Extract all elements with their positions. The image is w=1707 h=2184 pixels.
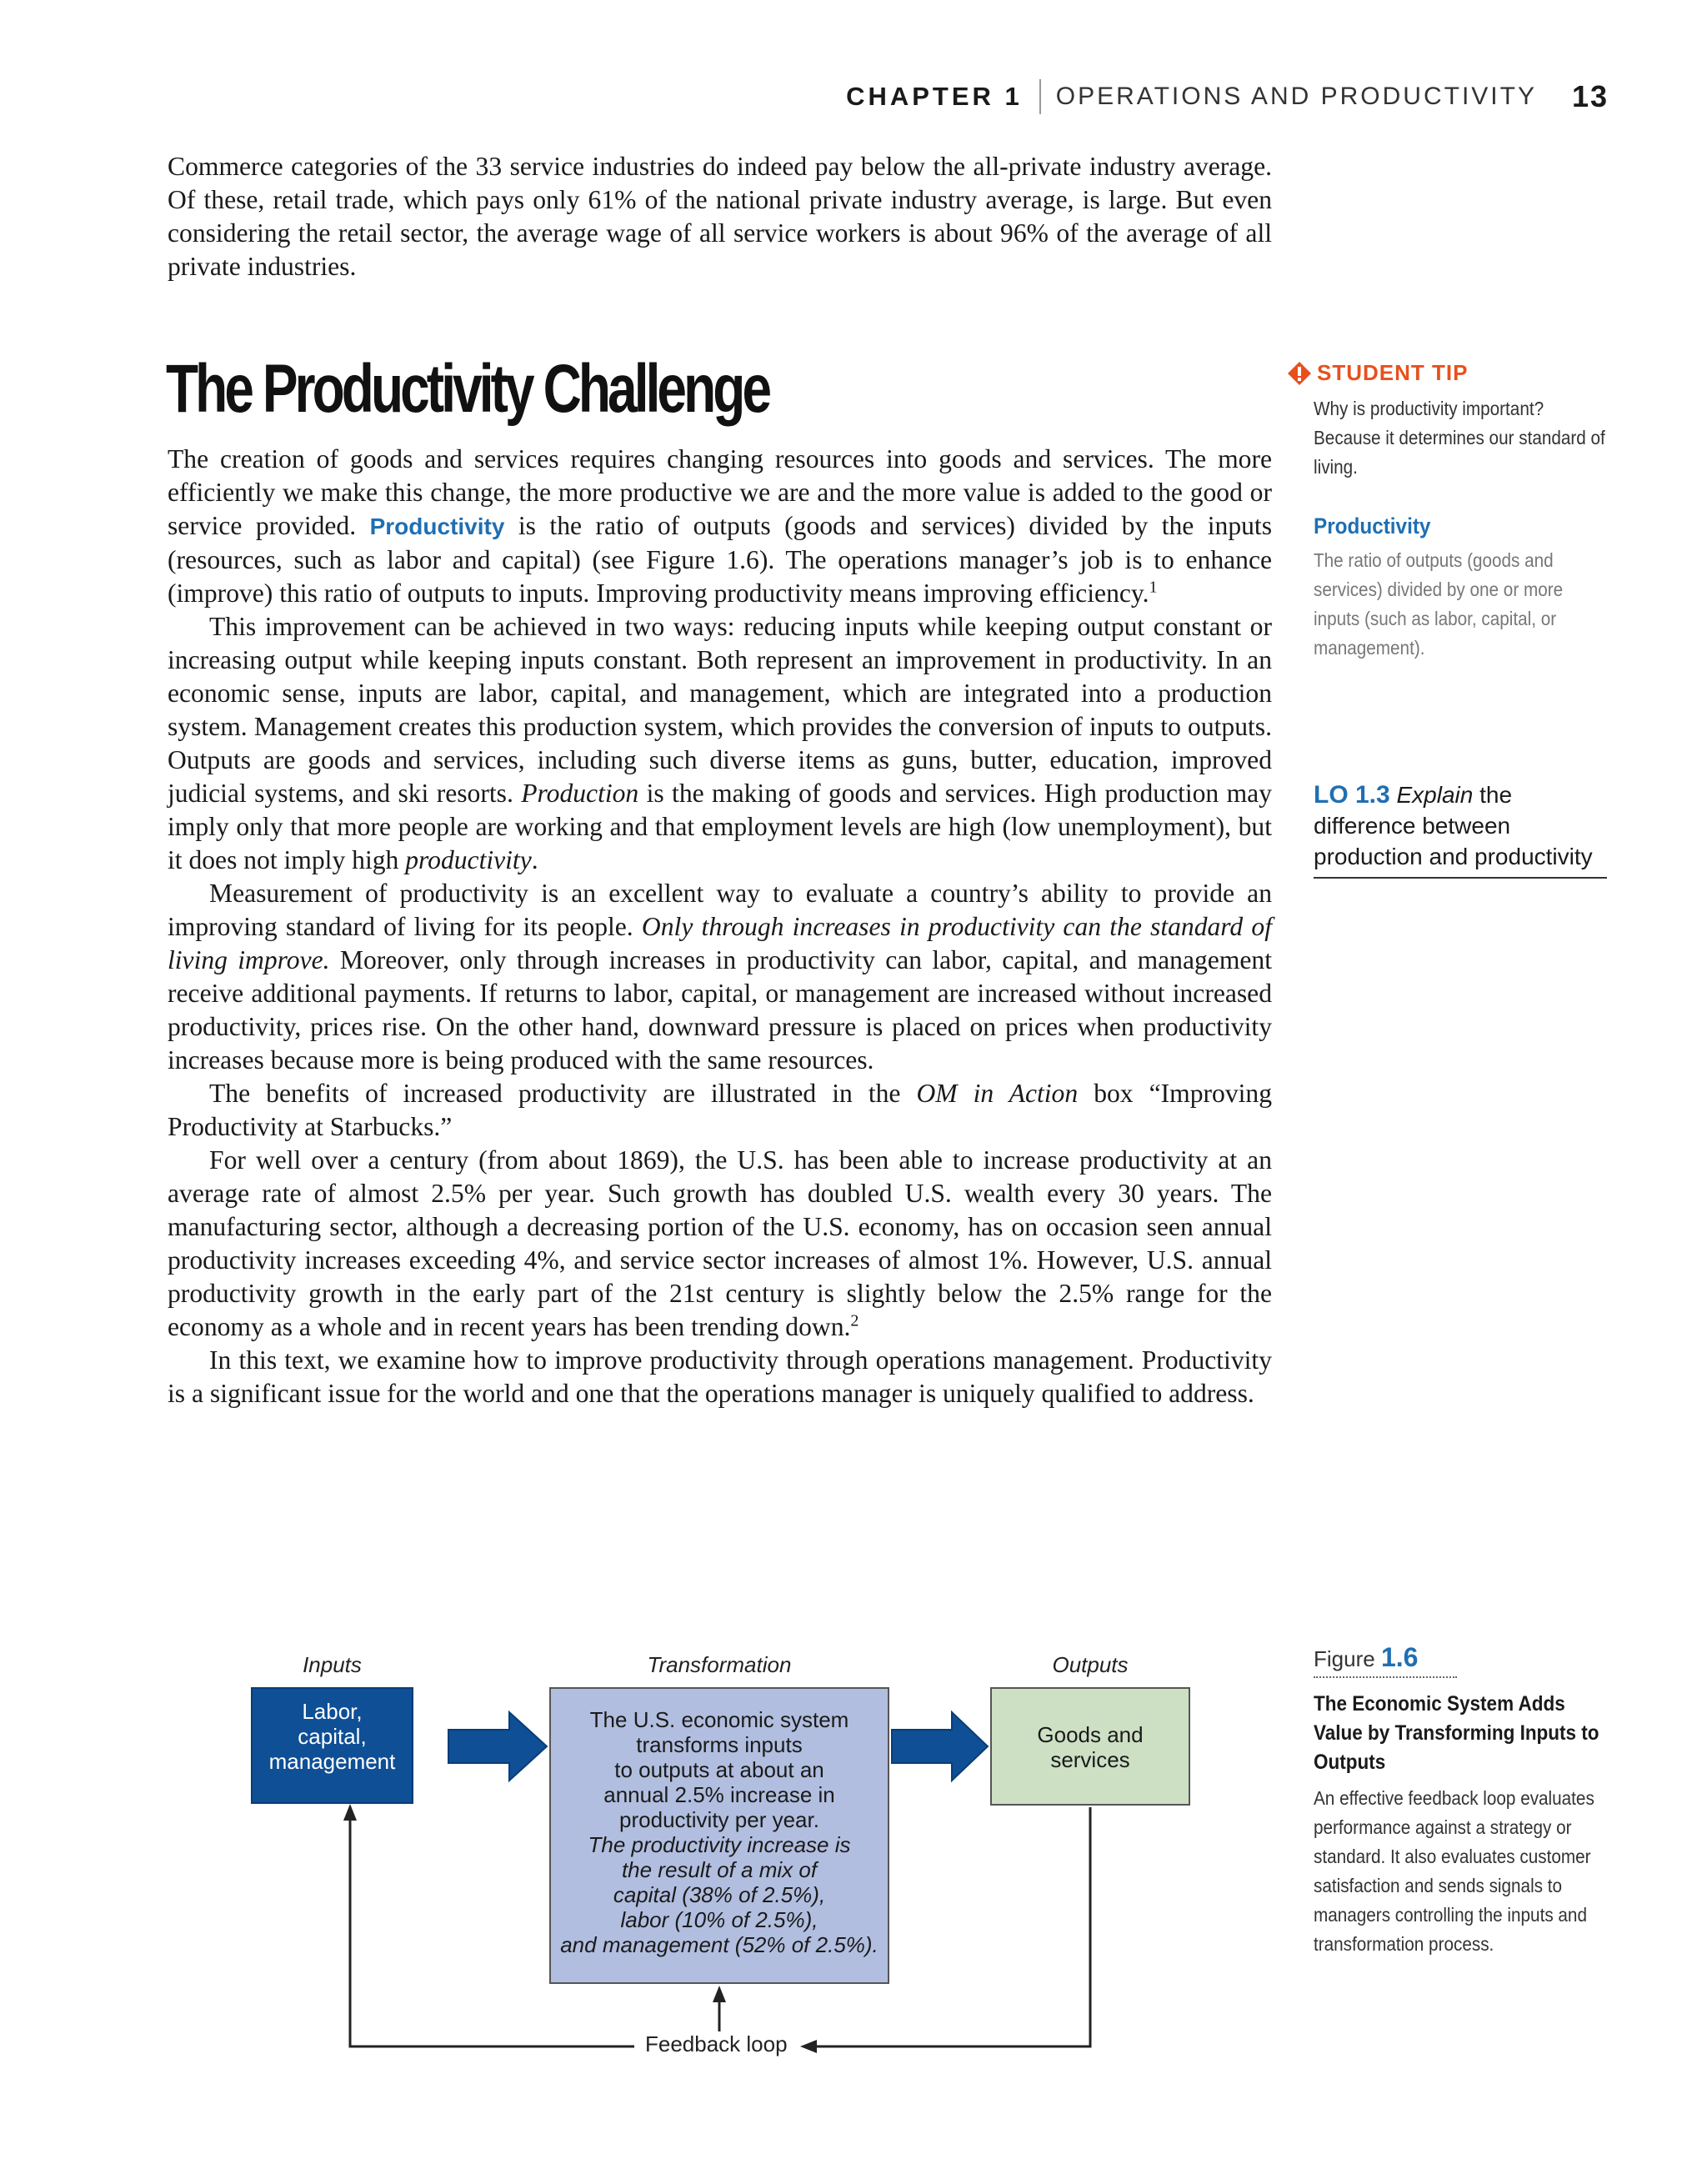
feedback-loop-label: Feedback loop [640,2031,793,2057]
transformation-label: Transformation [647,1652,792,1677]
feedback-arrowhead-left [800,2040,817,2053]
student-tip-heading: STUDENT TIP [1314,360,1610,386]
figure-caption [1314,1642,1610,1959]
paragraph-1: The creation of goods and services requires changing resources into goods and services. The more efficiently we make this change, the more productive we are and the more value is added to the good or service provided. Productivity is the ratio of outputs (goods and services) divided by the inputs (resources, such as labor and capital) (see Figure 1.6). The operations manager’s job is to enhance (improve) this ratio of outputs to inputs. Improving productivity means improving efficiency.$^1$ [168,444,1273,608]
productivity-term: Productivity [369,513,505,539]
header-divider [1039,79,1041,114]
lo-text: the difference between production and productivity [1314,782,1593,869]
lo-number: LO 1.3 [1314,781,1390,809]
page-number: 13 [1571,79,1609,113]
figure-description: An effective feedback loop evaluates performance against a strategy or standard. It also evaluates customer satisfaction and sends signals to managers controlling the inputs and transformation process. [1314,1787,1594,1955]
paragraph-3: Measurement of productivity is an excellent way to evaluate a country’s ability to provide an improving standard of living for its people. Only through increases in productivity can the standard of living improve. Moreover, only through increases in productivity can labor, capital, and management receive additional payments. If returns to labor, capital, or management are increased without increased productivity, prices rise. On the other hand, downward pressure is placed on prices when productivity increases because more is being produced with the same resources. [168,879,1273,1074]
glossary-term: Productivity [1314,513,1431,538]
paragraph-4: The benefits of increased productivity are illustrated in the OM in Action box “Improving Productivity at Starbucks.” [168,1079,1273,1141]
paragraph-2: This improvement can be achieved in two ways: reducing inputs while keeping output constant or increasing output while keeping inputs constant. Both represent an improvement in productivity. In an economic sense, inputs are labor, capital, and management, which are integrated into a production system. Management creates this production system, which provides the conversion of inputs to outputs. Outputs are goods and services, including such diverse items as guns, butter, education, improved judicial systems, and ski resorts. Production is the making of goods and services. High production may imply only that more people are working and that employment levels are high (low unemployment), but it does not imply high productivity. [168,612,1272,874]
running-header [846,77,1609,117]
section-title: The Productivity Challenge [166,351,769,427]
chapter-label: CHAPTER 1 [846,82,1023,111]
paragraph-5: For well over a century (from about 1869), the U.S. has been able to increase productivity at an average rate of almost 2.5% per year. Such growth has doubled U.S. wealth every 30 years. The manufacturing sector, although a decreasing portion of the U.S. economy, has on occasion seen annual productivity increases exceeding 4%, and service sector increases of almost 1%. However, U.S. annual productivity growth in the early part of the 21st century is slightly below the 2.5% range for the economy as a whole and in recent years has been trending down.$^2$ [168,1145,1272,1341]
footnote-ref-2: 2 [850,1311,859,1330]
intro-text [168,150,1272,283]
arrow-transformation-to-outputs [892,1712,988,1781]
glossary-definition: The ratio of outputs (goods and services) divided by one or more inputs (such as labor, capital, or management). [1314,549,1564,659]
learning-objective [1314,779,1607,879]
figure-title: The Economic System Adds Value by Transforming Inputs to Outputs [1314,1692,1599,1774]
feedback-arrowhead-up-transformation [713,1986,726,2002]
figure-label: Figure 1.6 [1314,1642,1457,1678]
arrow-inputs-to-transformation [448,1712,547,1781]
feedback-arrowhead-up-inputs [343,1804,357,1821]
footnote-ref-1: 1 [1149,578,1158,597]
student-tip-text: Why is productivity important? Because it determines our standard of living. [1314,398,1605,478]
outputs-box: Goods and services [990,1687,1190,1806]
glossary-entry [1314,513,1610,663]
alert-icon [1287,361,1312,386]
outputs-label: Outputs [1052,1652,1129,1677]
transformation-box: The U.S. economic system transforms inputs to outputs at about an annual 2.5% increase in productivity per year. The productivity increase is the result of a mix of capital (38% of 2.5%), labor (10% of 2.5%), and management (52% of 2.5%). [549,1687,889,1984]
economic-system-diagram [198,1625,1215,2059]
figure-number: 1.6 [1380,1642,1419,1672]
inputs-label: Inputs [303,1652,362,1677]
student-tip [1314,360,1610,482]
lo-verb: Explain [1396,782,1474,808]
paragraph-6: In this text, we examine how to improve productivity through operations management. Productivity is a significant issue for the world and one that the operations manager is uniquely qualified to address. [168,1345,1272,1408]
inputs-box: Labor, capital, management [251,1687,413,1804]
chapter-title: OPERATIONS AND PRODUCTIVITY [1055,83,1537,110]
section-body [168,443,1272,1410]
intro-paragraph: Commerce categories of the 33 service industries do indeed pay below the all-private industry average. Of these, retail trade, which pays only 61% of the national private industry average, is large. But even considering the retail sector, the average wage of all service workers is about 96% of the average of all private industries. [168,152,1272,281]
